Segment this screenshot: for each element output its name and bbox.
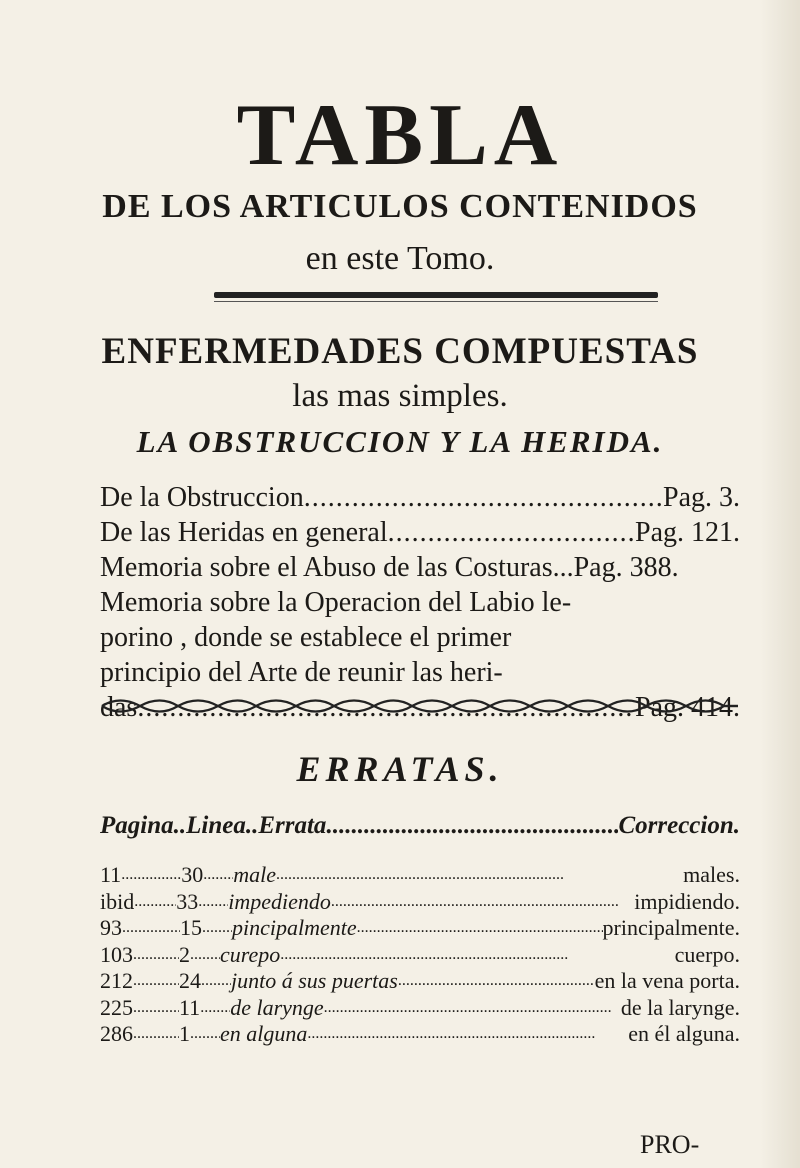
leader-dots	[190, 942, 220, 969]
errata-row	[100, 942, 740, 969]
errata-correction: en la vena porta.	[594, 968, 740, 993]
toc-entry-label: Memoria sobre el Abuso de las Costuras...	[100, 552, 574, 583]
errata-line: 24	[179, 968, 201, 993]
toc-entry-page: Pag. 121.	[635, 517, 740, 548]
leader-dots	[198, 889, 228, 916]
errata-correction: principalmente.	[602, 915, 740, 940]
leader-dots	[202, 915, 232, 942]
errata-row	[100, 1021, 740, 1048]
section-subtitle: las mas simples.	[292, 378, 508, 414]
errata-line: 11	[179, 994, 201, 1020]
errata-page: 103	[100, 941, 133, 967]
leader-dots	[280, 942, 674, 969]
errata-title: ERRATAS.	[296, 749, 504, 789]
leader-dots	[133, 968, 179, 995]
errata-error: en alguna	[220, 1021, 308, 1046]
leader-dots	[276, 862, 683, 889]
leader-dots	[388, 515, 635, 550]
errata-row	[100, 915, 740, 942]
leader-dots	[134, 889, 176, 916]
page-title: TABLA	[236, 87, 564, 184]
toc-entry-label: das	[100, 692, 138, 723]
errata-row	[100, 889, 740, 916]
errata-correction: de la larynge.	[620, 994, 740, 1020]
errata-correction: en él alguna.	[628, 1021, 740, 1046]
errata-error: de larynge	[230, 994, 324, 1020]
toc-entry-page: Pag. 3.	[663, 482, 740, 513]
toc-entry	[100, 515, 740, 550]
errata-column-headers	[100, 812, 740, 840]
errata-header-correccion: Correccion.	[618, 812, 740, 839]
leader-dots	[133, 942, 179, 969]
catchword: PRO-	[640, 1130, 700, 1159]
errata-line: 15	[180, 915, 202, 940]
errata-page: 11	[100, 862, 122, 887]
leader-dots	[203, 862, 233, 889]
leader-dots	[398, 968, 595, 995]
leader-dots	[201, 968, 231, 995]
errata-page: 225	[100, 994, 133, 1020]
leader-dots	[190, 1021, 220, 1048]
errata-error: curepo	[220, 941, 281, 967]
leader-dots	[307, 1021, 628, 1048]
section-title: ENFERMEDADES COMPUESTAS	[101, 331, 699, 372]
errata-error: male	[233, 862, 276, 887]
errata-row	[100, 862, 740, 889]
heading-rule	[214, 292, 658, 298]
toc-entry-label: De la Obstruccion	[100, 482, 304, 513]
errata-page: 286	[100, 1021, 133, 1046]
toc-entry-line: principio del Arte de reunir las heri-	[100, 657, 503, 688]
toc-entry	[100, 550, 740, 585]
leader-dots	[122, 915, 180, 942]
errata-page: 93	[100, 915, 122, 940]
errata-row	[100, 968, 740, 995]
errata-page: 212	[100, 968, 133, 993]
leader-dots	[331, 889, 634, 916]
errata-page: ibid	[100, 888, 135, 914]
toc-entry-page: Pag. 414.	[635, 692, 740, 723]
table-of-contents	[100, 480, 740, 725]
errata-header-linea: Linea..	[186, 812, 259, 839]
errata-error: pincipalmente	[232, 915, 357, 940]
errata-list	[100, 862, 740, 1048]
title-subtitle-line-2: en este Tomo.	[305, 240, 495, 277]
leader-dots	[324, 995, 621, 1022]
errata-line: 2	[179, 941, 190, 967]
section-italic-title: LA OBSTRUCCION Y LA HERIDA.	[136, 424, 664, 459]
leader-dots	[121, 862, 181, 889]
ornamental-divider	[100, 693, 740, 719]
errata-correction: males.	[683, 862, 740, 887]
errata-error: impediendo	[228, 888, 331, 914]
errata-header-pagina: Pagina..	[100, 812, 187, 839]
heading-rule-thin	[214, 301, 658, 302]
toc-entry-line: porino , donde se establece el primer	[100, 622, 512, 653]
leader-dots	[133, 1021, 179, 1048]
errata-line: 1	[179, 1021, 190, 1046]
title-subtitle-line-1: DE LOS ARTICULOS CONTENIDOS	[102, 188, 698, 225]
leader-dots	[200, 995, 230, 1022]
errata-error: junto á sus puertas	[231, 968, 398, 993]
errata-correction: impidiendo.	[634, 888, 740, 914]
toc-entry	[100, 480, 740, 515]
leader-dots	[357, 915, 603, 942]
toc-entry-label: De las Heridas en general	[100, 517, 388, 548]
errata-header-errata: Errata	[258, 812, 327, 839]
toc-entry-page: Pag. 388.	[573, 552, 679, 583]
errata-row	[100, 995, 740, 1022]
leader-dots	[304, 480, 663, 515]
leader-dots	[133, 995, 179, 1022]
errata-line: 30	[181, 862, 204, 887]
toc-entry-line: Memoria sobre la Operacion del Labio le-	[100, 587, 572, 618]
leader-dots	[326, 812, 618, 840]
errata-line: 33	[176, 888, 199, 914]
errata-correction: cuerpo.	[674, 941, 740, 967]
